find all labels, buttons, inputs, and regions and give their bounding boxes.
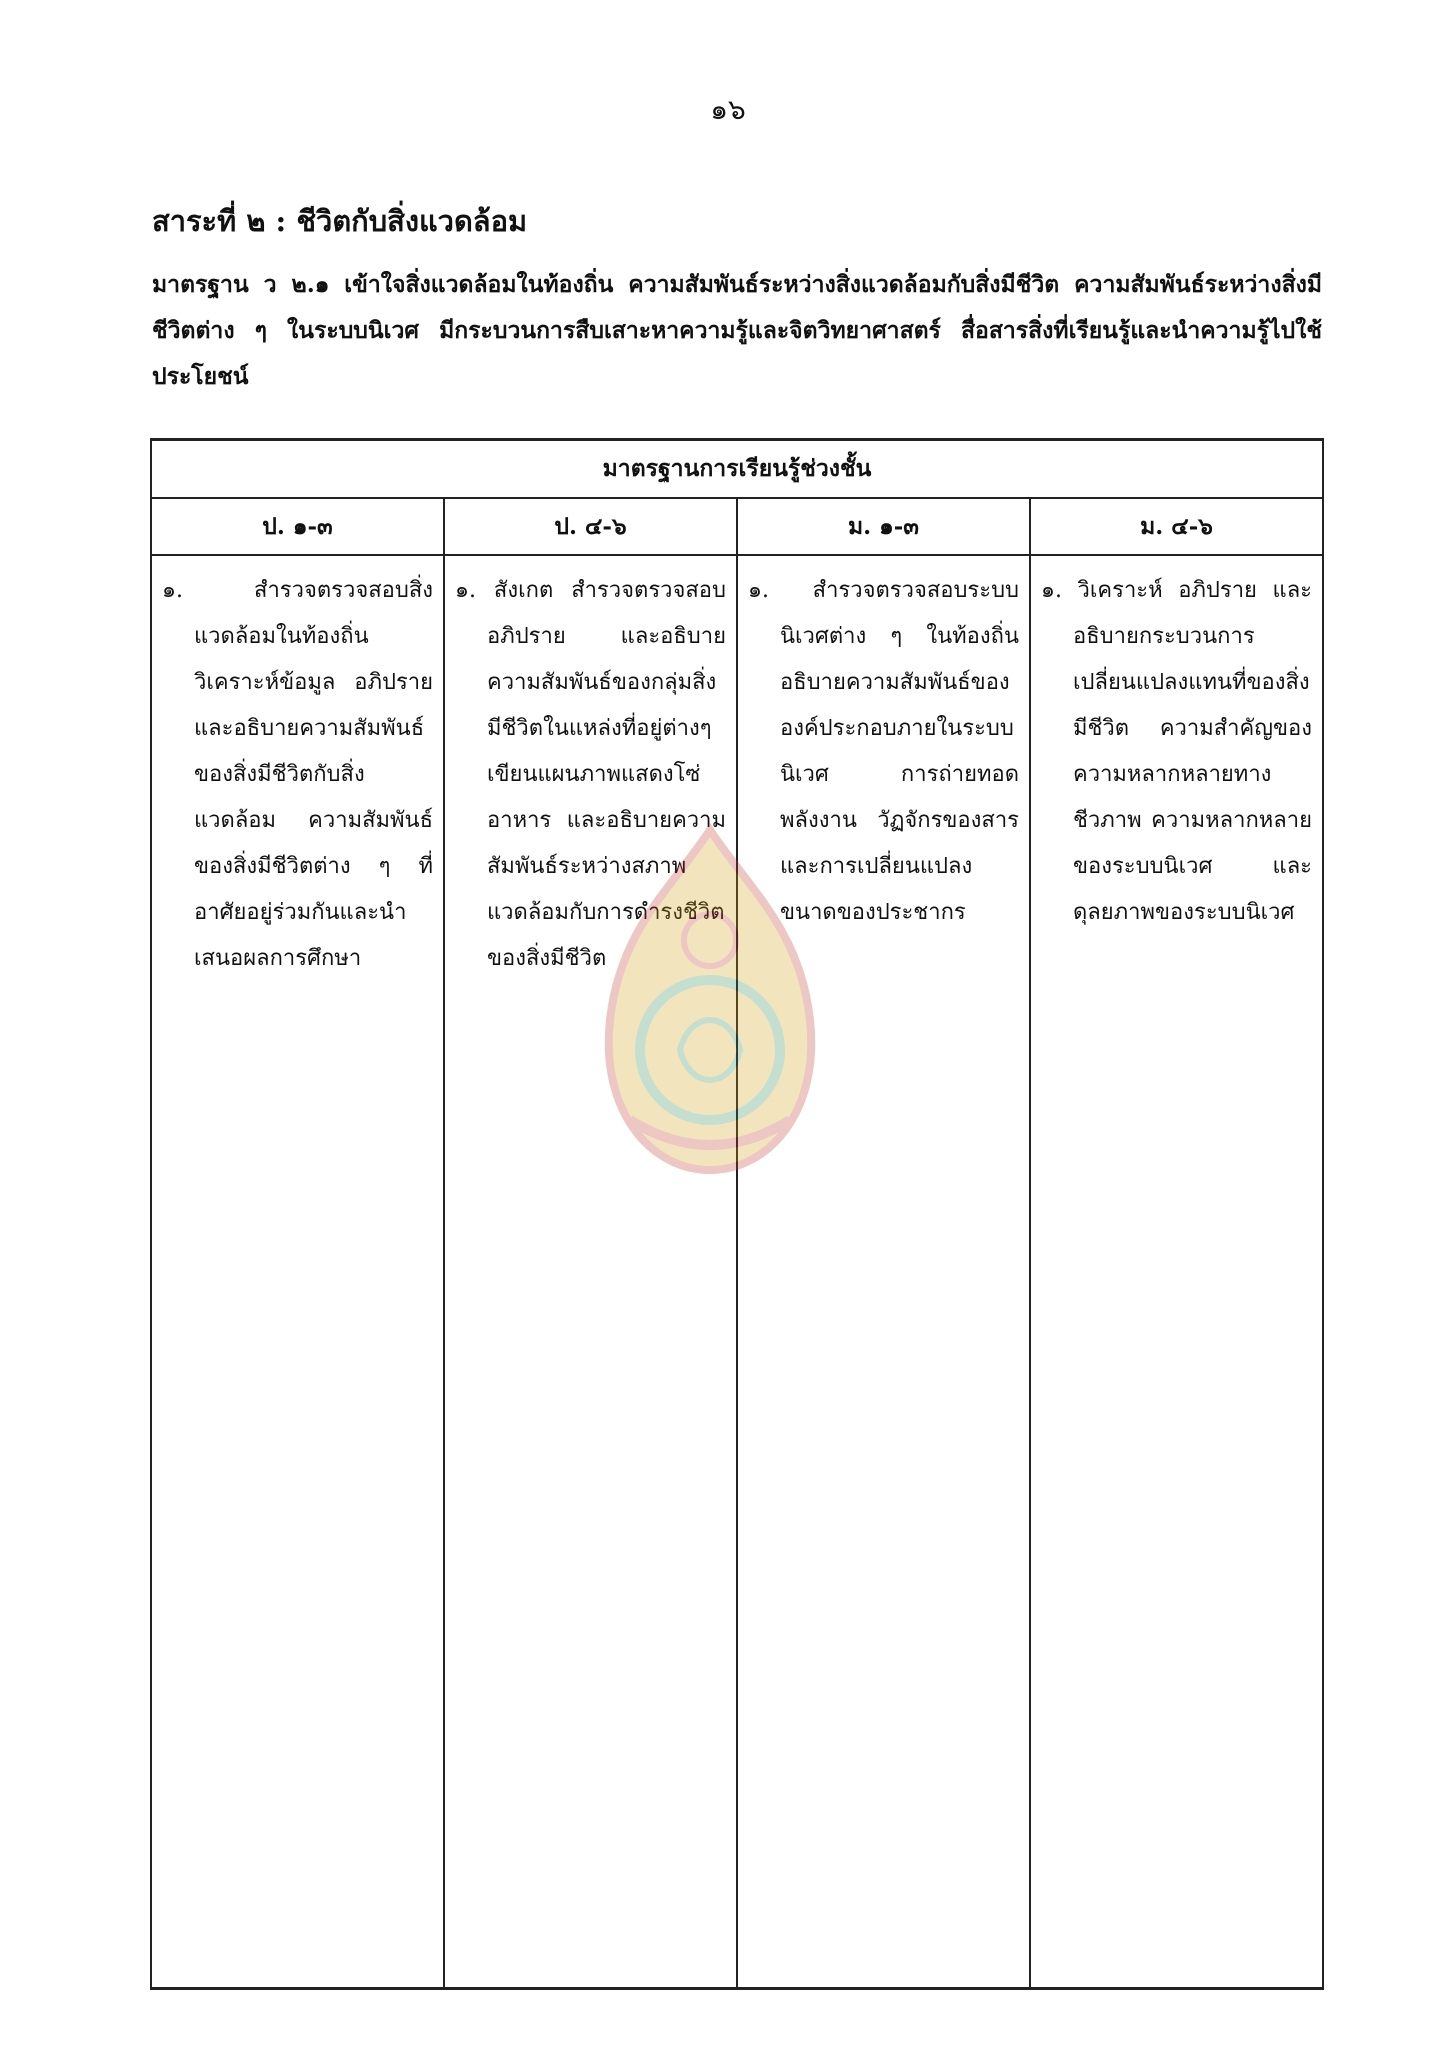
column-p4-6 xyxy=(445,556,738,1989)
column-m1-3 xyxy=(738,556,1031,1989)
standard-item-p4-6: ๑. สังเกต สำรวจตรวจสอบ อภิปราย และอธิบายความสัมพันธ์ของกลุ่มสิ่งมีชีวิตในแหล่งที่อยู่ต่างๆ เขียนแผนภาพแสดงโซ่อาหาร และอธิบายความสัมพันธ์ระหว่างสภาพแวดล้อมกับการดำรงชีวิตของสิ่งมีชีวิต xyxy=(455,578,726,971)
standard-item-p1-3: ๑. สำรวจตรวจสอบสิ่งแวดล้อมในท้องถิ่น วิเคราะห์ข้อมูล อภิปรายและอธิบายความสัมพันธ์ของสิ่งมีชีวิตกับสิ่งแวดล้อม ความสัมพันธ์ของสิ่งมีชีวิตต่าง ๆ ที่อาศัยอยู่ร่วมกันและนำเสนอผลการศึกษา xyxy=(162,578,433,971)
learning-standards-table xyxy=(150,438,1324,1990)
table-body-row xyxy=(152,556,1322,1989)
standard-item-m1-3: ๑. สำรวจตรวจสอบระบบนิเวศต่าง ๆ ในท้องถิ่น อธิบายความสัมพันธ์ขององค์ประกอบภายในระบบนิเวศ การถ่ายทอดพลังงาน วัฏจักรของสาร และการเปลี่ยนแปลงขนาดของประชากร xyxy=(748,578,1019,925)
standard-statement: มาตรฐาน ว ๒.๑ เข้าใจสิ่งแวดล้อมในท้องถิ่น ความสัมพันธ์ระหว่างสิ่งแวดล้อมกับสิ่งมีชีวิต ความสัมพันธ์ระหว่างสิ่งมีชีวิตต่าง ๆ ในระบบนิเวศ มีกระบวนการสืบเสาะหาความรู้และจิตวิทยาศาสตร์ สื่อสารสิ่งที่เรียนรู้และนำความรู้ไปใช้ประโยชน์ xyxy=(152,271,1322,390)
page-number: ๑๖ xyxy=(710,93,746,126)
table-title: มาตรฐานการเรียนรู้ช่วงชั้น xyxy=(152,441,1322,499)
column-header-p1-3: ป. ๑-๓ xyxy=(152,499,445,554)
column-header-m4-6: ม. ๔-๖ xyxy=(1140,512,1213,540)
column-m4-6 xyxy=(1031,556,1322,1989)
standard-item-m4-6: ๑. วิเคราะห์ อภิปราย และอธิบายกระบวนการเปลี่ยนแปลงแทนที่ของสิ่งมีชีวิต ความสำคัญของความหลากหลายทางชีวภาพ ความหลากหลายของระบบนิเวศ และดุลยภาพของระบบนิเวศ xyxy=(1041,578,1312,925)
section-heading: สาระที่ ๒ : ชีวิตกับสิ่งแวดล้อม xyxy=(152,204,528,238)
table-header-row xyxy=(152,499,1322,556)
column-header-m1-3: ม. ๑-๓ xyxy=(738,499,1031,554)
column-header-p4-6: ป. ๔-๖ xyxy=(445,499,738,554)
column-p1-3 xyxy=(152,556,445,1989)
